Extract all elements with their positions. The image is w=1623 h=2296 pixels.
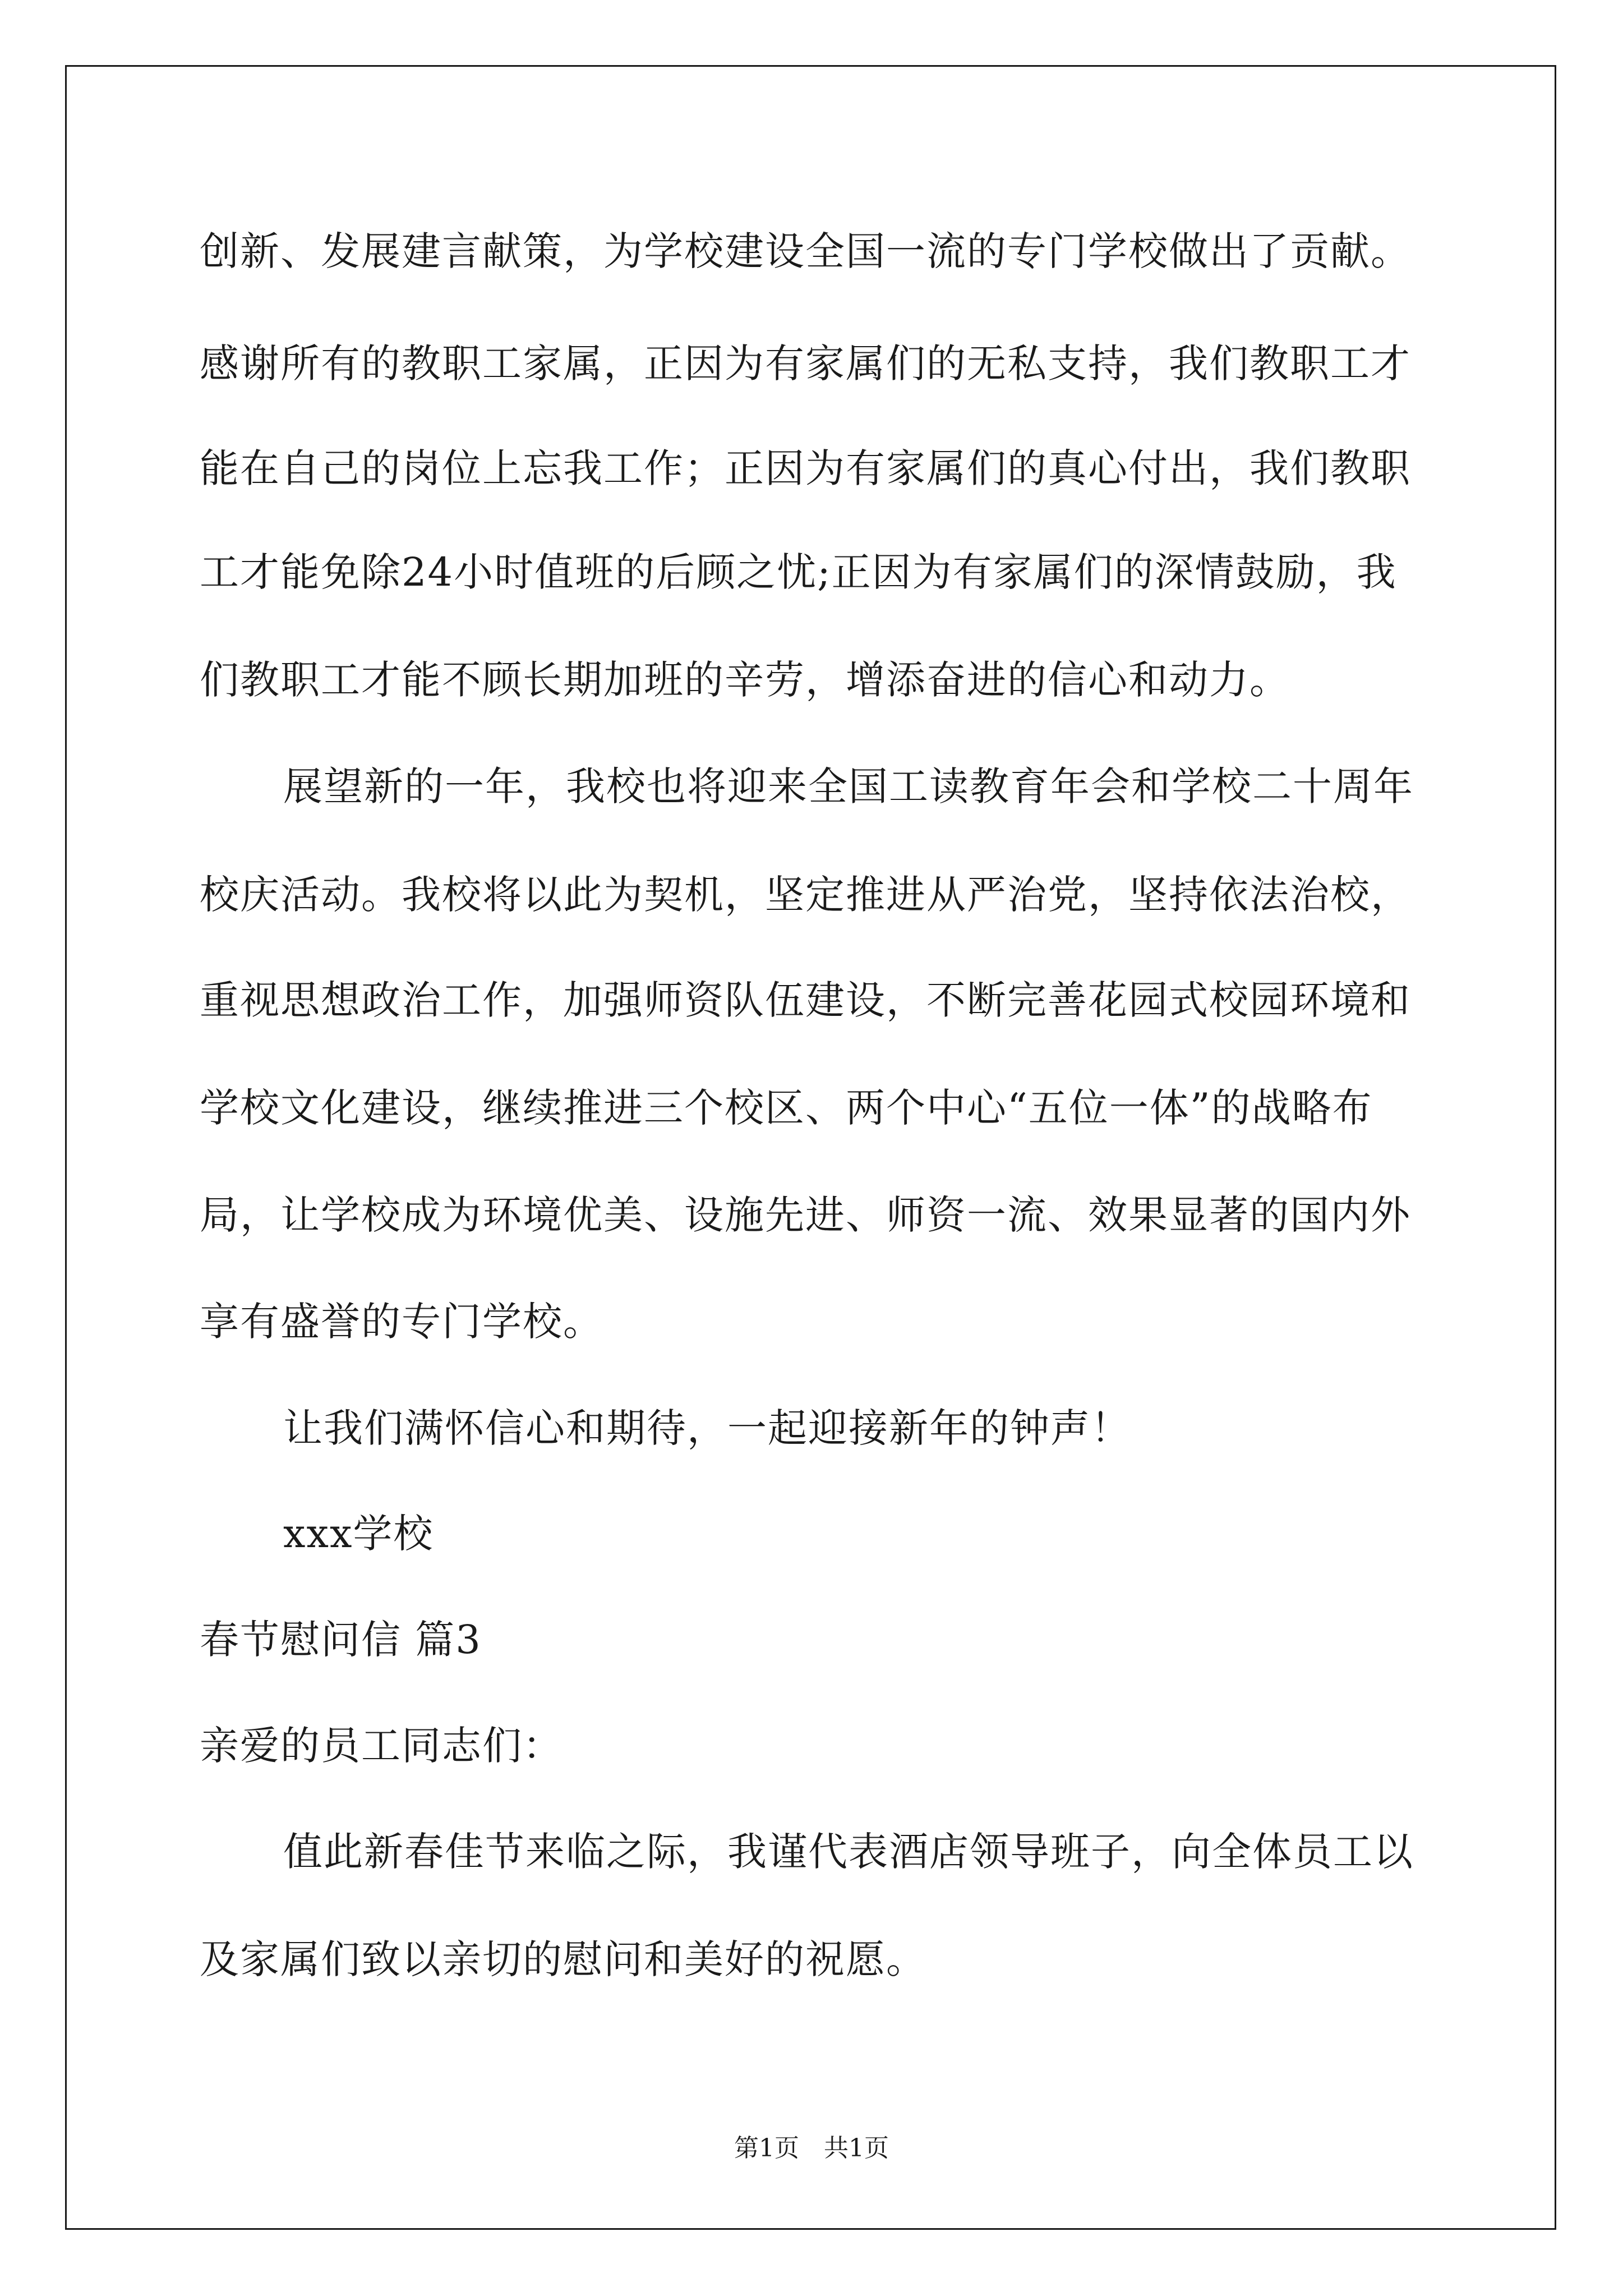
paragraph-line: 能在自己的岗位上忘我工作；正因为有家属们的真心付出，我们教职	[200, 445, 1411, 491]
paragraph-line: 工才能免除24小时值班的后顾之忧;正因为有家属们的深情鼓励，我	[200, 549, 1397, 595]
paragraph-line: 局，让学校成为环境优美、设施先进、师资一流、效果显著的国内外	[200, 1192, 1411, 1238]
paragraph-line: 创新、发展建言献策，为学校建设全国一流的专门学校做出了贡献。	[200, 228, 1411, 274]
paragraph-line: 学校文化建设，继续推进三个校区、两个中心“五位一体”的战略布	[200, 1085, 1373, 1131]
paragraph-line: 展望新的一年，我校也将迎来全国工读教育年会和学校二十周年	[283, 763, 1414, 809]
paragraph-line: 感谢所有的教职工家属，正因为有家属们的无私支持，我们教职工才	[200, 341, 1411, 386]
paragraph-line: 及家属们致以亲切的慰问和美好的祝愿。	[200, 1936, 926, 1982]
paragraph-line: 校庆活动。我校将以此为契机，坚定推进从严治党，坚持依法治校，	[200, 872, 1411, 918]
paragraph-line: 值此新春佳节来临之际，我谨代表酒店领导班子，向全体员工以	[283, 1829, 1414, 1875]
signature-line: xxx学校	[283, 1511, 434, 1557]
paragraph-line: 们教职工才能不顾长期加班的辛劳，增添奋进的信心和动力。	[200, 657, 1290, 703]
section-heading: 春节慰问信 篇3	[200, 1617, 482, 1663]
paragraph-line: 享有盛誉的专门学校。	[200, 1299, 603, 1345]
paragraph-line: 重视思想政治工作，加强师资队伍建设，不断完善花园式校园环境和	[200, 977, 1411, 1023]
paragraph-line: 让我们满怀信心和期待，一起迎接新年的钟声！	[283, 1405, 1131, 1451]
page-number-footer: 第1页 共1页	[734, 2134, 889, 2162]
salutation-line: 亲爱的员工同志们：	[200, 1723, 563, 1769]
page-frame	[65, 65, 1556, 2230]
